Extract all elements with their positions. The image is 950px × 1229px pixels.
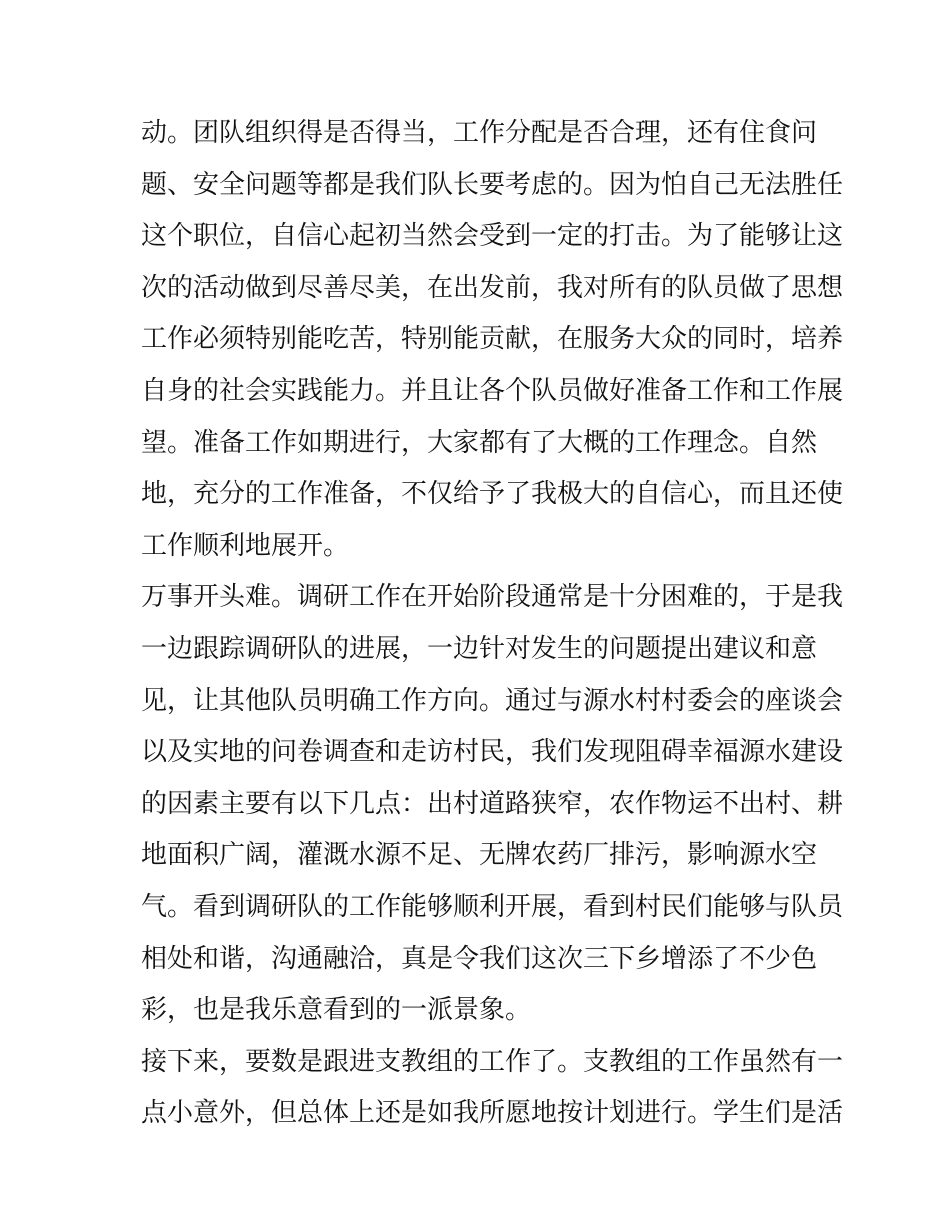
text-line: 接下来，要数是跟进支教组的工作了。支教组的工作虽然有一 [141, 1046, 844, 1077]
text-line: 见，让其他队员明确工作方向。通过与源水村村委会的座谈会 [141, 685, 844, 716]
body-text [141, 108, 844, 1140]
text-line: 以及实地的问卷调查和走访村民，我们发现阻碍幸福源水建设 [141, 737, 844, 768]
text-line: 相处和谐，沟通融洽，真是令我们这次三下乡增添了不少色 [141, 943, 818, 974]
text-line: 彩，也是我乐意看到的一派景象。 [141, 995, 532, 1026]
text-line: 望。准备工作如期进行，大家都有了大概的工作理念。自然 [141, 427, 818, 458]
text-line: 一边跟踪调研队的进展，一边针对发生的问题提出建议和意 [141, 633, 818, 664]
text-line: 工作必须特别能吃苦，特别能贡献，在服务大众的同时，培养 [141, 324, 844, 355]
text-line: 的因素主要有以下几点：出村道路狭窄，农作物运不出村、耕 [141, 788, 844, 819]
text-line: 工作顺利地展开。 [141, 530, 350, 561]
text-line: 这个职位，自信心起初当然会受到一定的打击。为了能够让这 [141, 221, 844, 252]
text-line: 地，充分的工作准备，不仅给予了我极大的自信心，而且还使 [141, 479, 844, 510]
text-line: 气。看到调研队的工作能够顺利开展，看到村民们能够与队员 [141, 891, 844, 922]
text-line: 自身的社会实践能力。并且让各个队员做好准备工作和工作展 [141, 375, 844, 406]
text-line: 地面积广阔，灌溉水源不足、无牌农药厂排污，影响源水空 [141, 840, 818, 871]
text-line: 万事开头难。调研工作在开始阶段通常是十分困难的，于是我 [141, 582, 844, 613]
text-line: 动。团队组织得是否得当，工作分配是否合理，还有住食问 [141, 118, 818, 148]
text-line: 点小意外，但总体上还是如我所愿地按计划进行。学生们是活 [141, 1098, 844, 1129]
text-line: 题、安全问题等都是我们队长要考虑的。因为怕自己无法胜任 [141, 169, 844, 200]
text-line: 次的活动做到尽善尽美，在出发前，我对所有的队员做了思想 [141, 272, 844, 303]
